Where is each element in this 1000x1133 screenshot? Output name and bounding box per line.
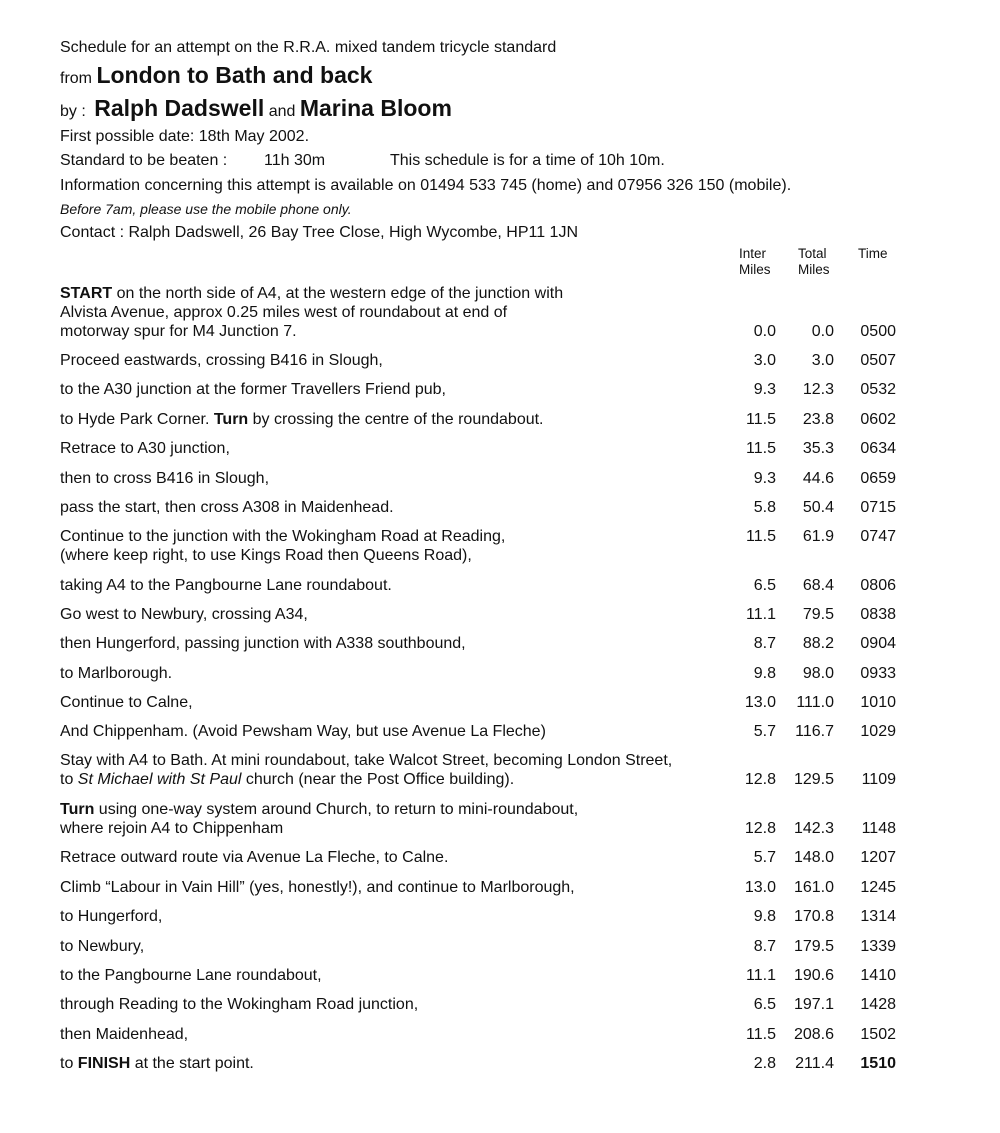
- total-miles: 79.5: [802, 606, 834, 623]
- inter-miles: 9.3: [753, 470, 776, 487]
- time: 0659: [860, 470, 896, 487]
- inter-miles: 3.0: [753, 352, 776, 369]
- time: 1029: [860, 723, 896, 740]
- description-text: Alvista Avenue, approx 0.25 miles west of roundabout at end of: [60, 304, 508, 321]
- route-title: London to Bath and back: [96, 62, 373, 88]
- rider-2: Marina Bloom: [299, 95, 452, 121]
- description-text: Retrace to A30 junction,: [60, 440, 230, 457]
- standard-value: 11h 30m: [264, 152, 326, 169]
- standard-label: Standard to be beaten :: [60, 152, 228, 169]
- description-text: then Hungerford, passing junction with A338 southbound,: [60, 635, 466, 652]
- time: 0507: [860, 352, 896, 369]
- inter-miles: 8.7: [753, 938, 776, 955]
- route-description: [60, 576, 392, 595]
- description-text: Climb “Labour in Vain Hill” (yes, honestly!), and continue to Marlborough,: [60, 879, 575, 896]
- col-header-total-line2: Miles: [798, 262, 830, 277]
- inter-miles: 11.1: [746, 967, 776, 984]
- description-keyword: Turn: [213, 411, 249, 428]
- total-miles: 12.3: [802, 381, 834, 398]
- inter-miles: 5.7: [753, 849, 776, 866]
- route-description: [60, 284, 563, 341]
- description-line: [60, 800, 578, 819]
- standard-line: [60, 151, 665, 170]
- time: 0634: [860, 440, 896, 457]
- inter-miles: 11.5: [746, 1026, 776, 1043]
- inter-miles: 9.8: [753, 665, 776, 682]
- church-name: St Michael with St Paul: [77, 771, 242, 788]
- description-text: Stay with A4 to Bath. At mini roundabout, take Walcot Street, becoming London Street,: [60, 752, 673, 769]
- total-miles: 161.0: [793, 879, 834, 896]
- route-description: [60, 380, 446, 399]
- time: 0806: [860, 577, 896, 594]
- route-description: [60, 469, 269, 488]
- route-description: [60, 664, 172, 683]
- route-description: [60, 800, 578, 838]
- description-text: using one-way system around Church, to return to mini-roundabout,: [94, 801, 579, 818]
- inter-miles: 5.7: [753, 723, 776, 740]
- inter-miles: 6.5: [753, 996, 776, 1013]
- time: 0838: [860, 606, 896, 623]
- time: 1010: [860, 694, 896, 711]
- total-miles: 44.6: [802, 470, 834, 487]
- inter-miles: 9.3: [753, 381, 776, 398]
- route-description: [60, 1054, 254, 1073]
- description-text: to: [60, 1055, 78, 1072]
- time: 1207: [860, 849, 896, 866]
- description-keyword: FINISH: [77, 1055, 131, 1072]
- route-description: [60, 605, 308, 624]
- rider-1: Ralph Dadswell: [94, 95, 265, 121]
- description-text: motorway spur for M4 Junction 7.: [60, 323, 297, 340]
- time: 1339: [860, 938, 896, 955]
- total-miles: 148.0: [793, 849, 834, 866]
- inter-miles: 6.5: [753, 577, 776, 594]
- time: 1510: [860, 1055, 896, 1072]
- description-text: Retrace outward route via Avenue La Fleche, to Calne.: [60, 849, 449, 866]
- description-text: Continue to the junction with the Wokingham Road at Reading,: [60, 528, 506, 545]
- description-text: where rejoin A4 to Chippenham: [60, 820, 284, 837]
- time: 1410: [860, 967, 896, 984]
- route-title-line: [60, 62, 372, 89]
- inter-miles: 8.7: [753, 635, 776, 652]
- total-miles: 197.1: [793, 996, 834, 1013]
- total-miles: 50.4: [802, 499, 834, 516]
- time: 0904: [860, 635, 896, 652]
- description-text: then Maidenhead,: [60, 1026, 189, 1043]
- description-text: Go west to Newbury, crossing A34,: [60, 606, 308, 623]
- description-line: [60, 527, 505, 546]
- description-line: [60, 546, 505, 565]
- inter-miles: 13.0: [744, 879, 776, 896]
- description-text: then to cross B416 in Slough,: [60, 470, 270, 487]
- inter-miles: 12.8: [744, 771, 776, 788]
- description-text: to the A30 junction at the former Travellers Friend pub,: [60, 381, 446, 398]
- total-miles: 3.0: [811, 352, 834, 369]
- description-keyword: Turn: [60, 801, 95, 818]
- total-miles: 190.6: [793, 967, 834, 984]
- route-description: [60, 995, 418, 1014]
- col-header-time: Time: [858, 246, 888, 261]
- col-header-inter-line2: Miles: [739, 262, 771, 277]
- total-miles: 211.4: [795, 1055, 834, 1072]
- total-miles: 23.8: [802, 411, 834, 428]
- description-text: to: [60, 771, 78, 788]
- route-description: [60, 907, 162, 926]
- and-word: and: [268, 103, 296, 120]
- total-miles: 98.0: [802, 665, 834, 682]
- time: 1148: [861, 820, 896, 837]
- total-miles: 111.0: [796, 694, 834, 711]
- description-text: church (near the Post Office building).: [241, 771, 515, 788]
- description-text: pass the start, then cross A308 in Maidenhead.: [60, 499, 394, 516]
- intro-line: Schedule for an attempt on the R.R.A. mixed tandem tricycle standard: [60, 39, 557, 56]
- total-miles: 208.6: [793, 1026, 834, 1043]
- description-text: (where keep right, to use Kings Road then Queens Road),: [60, 547, 472, 564]
- by-prefix: by :: [60, 103, 86, 120]
- description-text: by crossing the centre of the roundabout.: [248, 411, 544, 428]
- route-description: [60, 937, 144, 956]
- description-line: [60, 770, 672, 789]
- description-text: to Hyde Park Corner.: [60, 411, 214, 428]
- time: 1502: [860, 1026, 896, 1043]
- route-description: [60, 634, 466, 653]
- col-header-inter-line1: Inter: [739, 246, 767, 261]
- total-miles: 116.7: [795, 723, 834, 740]
- time: 0500: [860, 323, 896, 340]
- total-miles: 129.5: [793, 771, 834, 788]
- description-text: to Newbury,: [60, 938, 145, 955]
- description-text: to Marlborough.: [60, 665, 173, 682]
- riders-line: [60, 95, 452, 122]
- route-description: [60, 966, 322, 985]
- time: 1314: [860, 908, 896, 925]
- description-line: [60, 303, 563, 322]
- description-line: [60, 284, 563, 303]
- description-text: And Chippenham. (Avoid Pewsham Way, but use Avenue La Fleche): [60, 723, 546, 740]
- description-line: [60, 819, 578, 838]
- col-header-inter-miles: [739, 246, 771, 278]
- total-miles: 61.9: [802, 528, 834, 545]
- description-text: at the start point.: [130, 1055, 254, 1072]
- total-miles: 88.2: [802, 635, 834, 652]
- col-header-total-line1: Total: [798, 246, 827, 261]
- inter-miles: 12.8: [744, 820, 776, 837]
- inter-miles: 13.0: [744, 694, 776, 711]
- schedule-time: This schedule is for a time of 10h 10m.: [390, 152, 665, 169]
- description-text: through Reading to the Wokingham Road junction,: [60, 996, 419, 1013]
- col-header-total-miles: [798, 246, 830, 278]
- inter-miles: 0.0: [753, 323, 776, 340]
- inter-miles: 2.8: [753, 1055, 776, 1072]
- description-text: to the Pangbourne Lane roundabout,: [60, 967, 322, 984]
- time: 0933: [860, 665, 896, 682]
- route-description: [60, 693, 193, 712]
- note-line: Before 7am, please use the mobile phone only.: [60, 201, 352, 217]
- route-description: [60, 410, 544, 429]
- route-description: [60, 1025, 188, 1044]
- time: 1428: [860, 996, 896, 1013]
- inter-miles: 5.8: [753, 499, 776, 516]
- route-description: [60, 439, 230, 458]
- description-text: Continue to Calne,: [60, 694, 193, 711]
- time: 0715: [860, 499, 896, 516]
- description-text: Proceed eastwards, crossing B416 in Slough,: [60, 352, 383, 369]
- time: 0602: [860, 411, 896, 428]
- route-description: [60, 848, 448, 867]
- inter-miles: 9.8: [753, 908, 776, 925]
- description-line: [60, 322, 563, 341]
- total-miles: 170.8: [793, 908, 834, 925]
- info-line: Information concerning this attempt is available on 01494 533 745 (home) and 07956 326 150 (mobile).: [60, 177, 792, 194]
- description-text: on the north side of A4, at the western edge of the junction with: [112, 285, 564, 302]
- time: 0532: [860, 381, 896, 398]
- inter-miles: 11.5: [746, 411, 776, 428]
- total-miles: 68.4: [802, 577, 834, 594]
- route-description: [60, 498, 394, 517]
- total-miles: 179.5: [793, 938, 834, 955]
- total-miles: 0.0: [811, 323, 834, 340]
- description-keyword: START: [60, 285, 113, 302]
- inter-miles: 11.1: [746, 606, 776, 623]
- time: 1109: [861, 771, 896, 788]
- route-description: [60, 527, 505, 565]
- inter-miles: 11.5: [746, 440, 776, 457]
- route-description: [60, 878, 575, 897]
- route-description: [60, 751, 672, 789]
- total-miles: 142.3: [793, 820, 834, 837]
- description-text: to Hungerford,: [60, 908, 163, 925]
- first-date: First possible date: 18th May 2002.: [60, 128, 310, 145]
- description-text: taking A4 to the Pangbourne Lane roundabout.: [60, 577, 392, 594]
- from-prefix: from: [60, 70, 92, 87]
- time: 1245: [860, 879, 896, 896]
- time: 0747: [860, 528, 896, 545]
- route-description: [60, 351, 383, 370]
- inter-miles: 11.5: [746, 528, 776, 545]
- description-line: [60, 751, 672, 770]
- route-description: [60, 722, 546, 741]
- contact-line: Contact : Ralph Dadswell, 26 Bay Tree Close, High Wycombe, HP11 1JN: [60, 224, 579, 241]
- total-miles: 35.3: [802, 440, 834, 457]
